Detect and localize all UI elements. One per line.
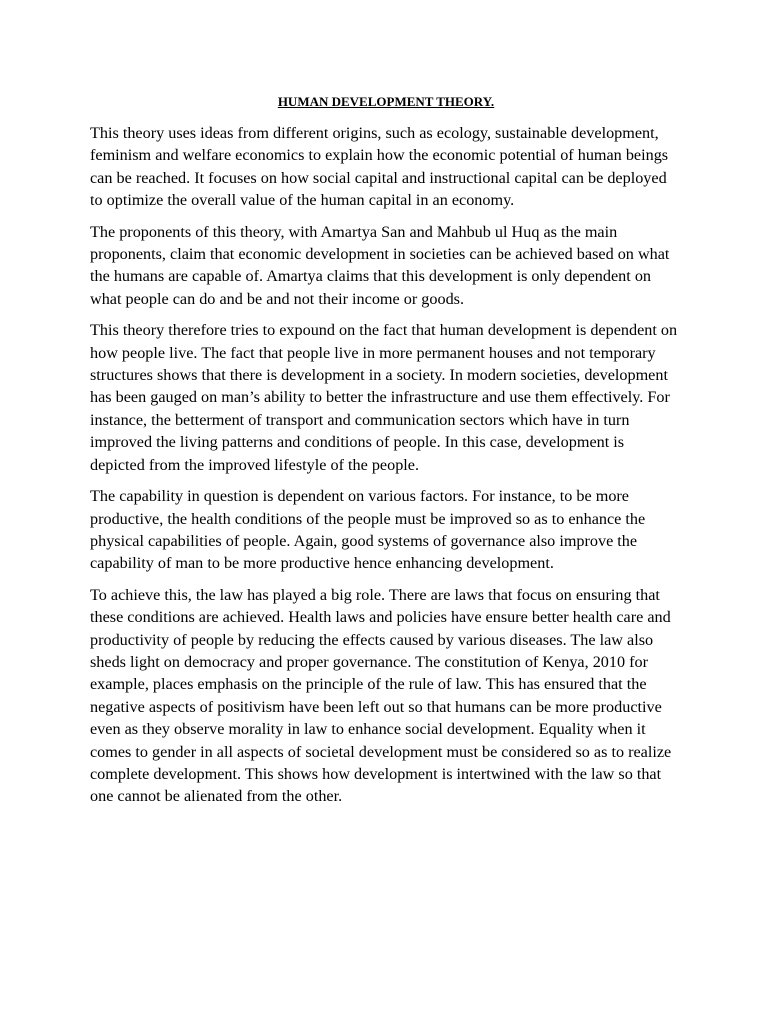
paragraph-5: To achieve this, the law has played a big role. There are laws that focus on ensuring that these conditions are achieved. Health laws and policies have ensure better health care and productivity of people by reducing the effects caused by various diseases. The law also sheds light on democracy and proper governance. The constitution of Kenya, 2010 for example, places emphasis on the principle of the rule of law. This has ensured that the negative aspects of positivism have been left out so that humans can be more productive even as they observe morality in law to enhance social development. Equality when it comes to gender in all aspects of societal development must be considered so as to realize complete development. This shows how development is intertwined with the law so that one cannot be alienated from the other.: [90, 585, 672, 806]
document-body: [90, 92, 682, 817]
paragraph-1: This theory uses ideas from different origins, such as ecology, sustainable development, feminism and welfare economics to explain how the economic potential of human beings can be reached. It focuses on how social capital and instructional capital can be deployed to optimize the overall value of the human capital in an economy.: [90, 124, 669, 210]
paragraph-4: The capability in question is dependent on various factors. For instance, to be more productive, the health conditions of the people must be improved so as to enhance the physical capabilities of people. Again, good systems of governance also improve the capability of man to be more productive hence enhancing development.: [90, 487, 646, 573]
paragraph-3: This theory therefore tries to expound on the fact that human development is dependent on how people live. The fact that people live in more permanent houses and not temporary structures shows that there is development in a society. In modern societies, development has been gauged on man’s ability to better the infrastructure and use them effectively. For instance, the betterment of transport and communication sectors which have in turn improved the living patterns and conditions of people. In this case, development is depicted from the improved lifestyle of the people.: [90, 321, 678, 474]
paragraph-2: The proponents of this theory, with Amartya San and Mahbub ul Huq as the main proponents, claim that economic development in societies can be achieved based on what the humans are capable of. Amartya claims that this development is only dependent on what people can do and be and not their income or goods.: [90, 222, 670, 308]
document-title: HUMAN DEVELOPMENT THEORY.: [277, 94, 495, 109]
